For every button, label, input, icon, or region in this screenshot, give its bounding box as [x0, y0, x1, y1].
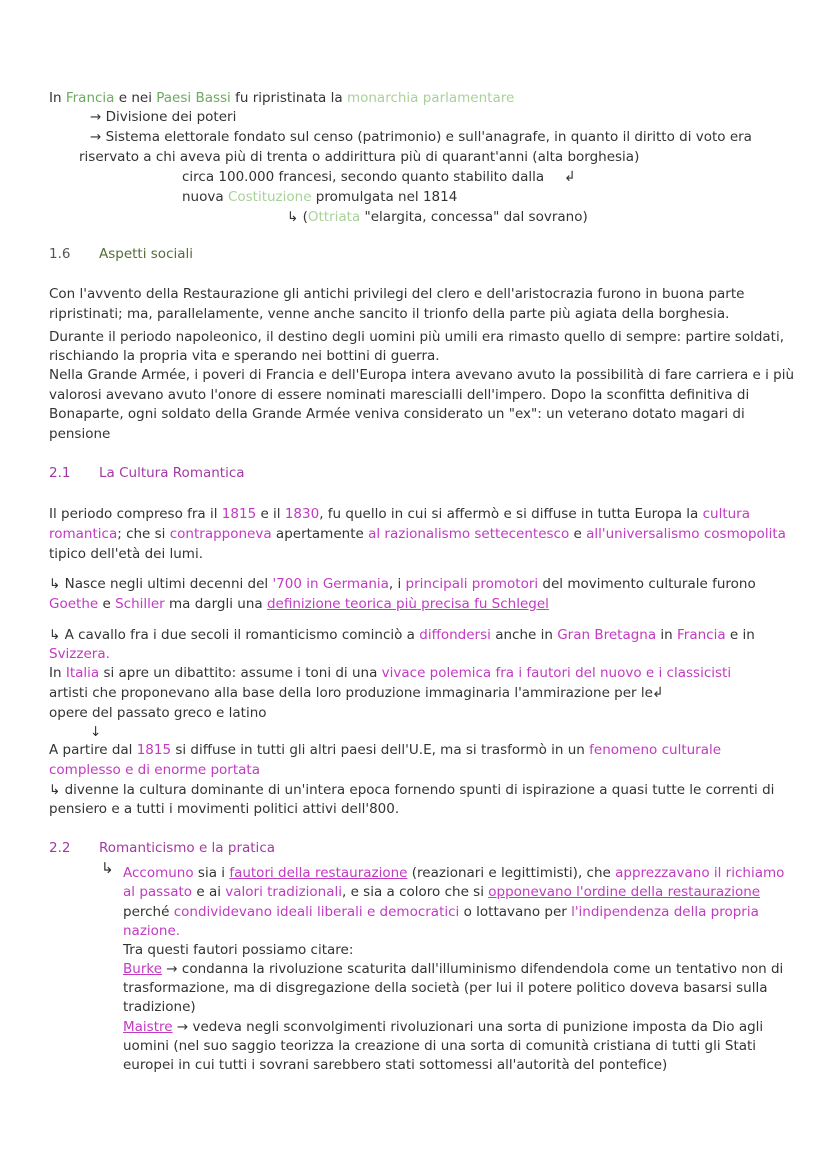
- sec21-line-1: Il periodo compreso fra il 1815 e il 1830, fu quello in cui si affermò e si diffuse in tutta Europa la cultura: [49, 506, 750, 522]
- sec0-line-4: riservato a chi aveva più di trenta o addirittura più di quarant'anni (alta borghesia): [79, 149, 640, 165]
- sec22-line-7: trasformazione, ma di disgregazione della società (per lui il potere politico doveva basarsi sulla: [123, 980, 768, 996]
- down-arrow-icon: ↓: [90, 724, 102, 740]
- sec0-line-7: ↳ (Ottriata "elargita, concessa" dal sovrano): [287, 209, 588, 225]
- sec16-line-2: ripristinati; ma, parallelamente, venne anche sancito il trionfo della parte più agiata della borghesia.: [49, 306, 730, 322]
- sec21-line-13: ↳ divenne la cultura dominante di un'intera epoca fornendo spunti di ispirazione a quasi tutte le correnti di: [49, 782, 775, 798]
- sec16-line-3: Durante il periodo napoleonico, il destino degli uomini più umili era rimasto quello di sempre: partire soldati,: [49, 329, 785, 345]
- sec21-line-6: ↳ A cavallo fra i due secoli il romanticismo cominciò a diffondersi anche in Gran Bretagna in Francia e in: [49, 627, 755, 643]
- return-arrow-icon: ↲: [652, 685, 664, 701]
- sec16-line-1: Con l'avvento della Restaurazione gli antichi privilegi del clero e dell'aristocrazia furono in buona parte: [49, 286, 745, 302]
- sec22-line-10: uomini (nel suo saggio teorizza la creazione di una sorta di comunità cristiana di tutti gli Stati: [123, 1038, 757, 1054]
- sec16-line-4: rischiando la propria vita e sperando nei bottini di guerra.: [49, 348, 440, 364]
- sec21-line-11: A partire dal 1815 si diffuse in tutti gli altri paesi dell'U.E, ma si trasformò in un fenomeno culturale: [49, 742, 722, 758]
- sec22-line-4: nazione.: [123, 923, 181, 939]
- sec21-line-5: Goethe e Schiller ma dargli una definizione teorica più precisa fu Schlegel: [49, 596, 549, 612]
- sec22-line-2: al passato e ai valori tradizionali, e sia a coloro che si opponevano l'ordine della restaurazione: [123, 884, 761, 900]
- heading-number-2-2: 2.2: [49, 840, 71, 856]
- sec21-line-2: romantica; che si contrapponeva apertamente al razionalismo settecentesco e all'universalismo cosmopolita: [49, 526, 786, 542]
- sec22-line-6: Burke → condanna la rivoluzione scaturita dall'illuminismo difendendola come un tentativo non di: [123, 961, 784, 977]
- sec0-line-1: In Francia e nei Paesi Bassi fu ripristinata la monarchia parlamentare: [49, 90, 515, 106]
- return-arrow-icon: ↲: [564, 169, 576, 185]
- sec16-line-6: valorosi avevano avuto l'onore di essere nominati marescialli dell'impero. Dopo la sconfitta definitiva di: [49, 387, 750, 403]
- sec16-line-7: Bonaparte, ogni soldato della Grande Armée veniva considerato un "ex": un veterano dotato magari di: [49, 406, 745, 422]
- heading-romanticismo-pratica: Romanticismo e la pratica: [99, 840, 276, 856]
- heading-cultura-romantica: La Cultura Romantica: [99, 465, 245, 481]
- sub-arrow-icon: ↳: [101, 859, 114, 877]
- sec21-line-12: complesso e di enorme portata: [49, 762, 260, 778]
- sec16-line-8: pensione: [49, 426, 111, 442]
- sec16-line-5: Nella Grande Armée, i poveri di Francia e dell'Europa intera avevano avuto la possibilità di fare carriera e i più: [49, 367, 795, 383]
- sec22-line-11: europei in cui tutti i sovrani sarebbero stati sottomessi all'autorità del pontefice): [123, 1057, 668, 1073]
- sec22-line-5: Tra questi fautori possiamo citare:: [123, 942, 354, 958]
- sec21-line-4: ↳ Nasce negli ultimi decenni del '700 in Germania, i principali promotori del movimento culturale furono: [49, 576, 756, 592]
- sec21-line-8: In Italia si apre un dibattito: assume i toni di una vivace polemica fra i fautori del nuovo e i classicisti: [49, 665, 732, 681]
- sec21-line-14: pensiero e a tutti i movimenti politici attivi dell'800.: [49, 801, 400, 817]
- sec22-line-1: Accomuno sia i fautori della restaurazione (reazionari e legittimisti), che apprezzavano il richiamo: [123, 865, 785, 881]
- heading-number-2-1: 2.1: [49, 465, 71, 481]
- heading-aspetti-sociali: Aspetti sociali: [99, 246, 194, 262]
- sec21-line-7: Svizzera.: [49, 646, 110, 662]
- sec21-line-9: artisti che proponevano alla base della loro produzione immaginaria l'ammirazione per le: [49, 685, 653, 701]
- sec0-line-3: → Sistema elettorale fondato sul censo (patrimonio) e sull'anagrafe, in quanto il diritto di voto era: [90, 129, 752, 145]
- sec0-line-5: circa 100.000 francesi, secondo quanto stabilito dalla: [182, 169, 545, 185]
- heading-number-1-6: 1.6: [49, 246, 71, 262]
- sec21-line-3: tipico dell'età dei lumi.: [49, 546, 204, 562]
- sec0-line-6: nuova Costituzione promulgata nel 1814: [182, 189, 458, 205]
- sec0-line-2: → Divisione dei poteri: [90, 109, 237, 125]
- sec22-line-9: Maistre → vedeva negli sconvolgimenti rivoluzionari una sorta di punizione imposta da Dio agli: [123, 1019, 764, 1035]
- sec21-line-10: opere del passato greco e latino: [49, 705, 267, 721]
- sec22-line-3: perché condividevano ideali liberali e democratici o lottavano per l'indipendenza della propria: [123, 904, 759, 920]
- sec22-line-8: tradizione): [123, 999, 196, 1015]
